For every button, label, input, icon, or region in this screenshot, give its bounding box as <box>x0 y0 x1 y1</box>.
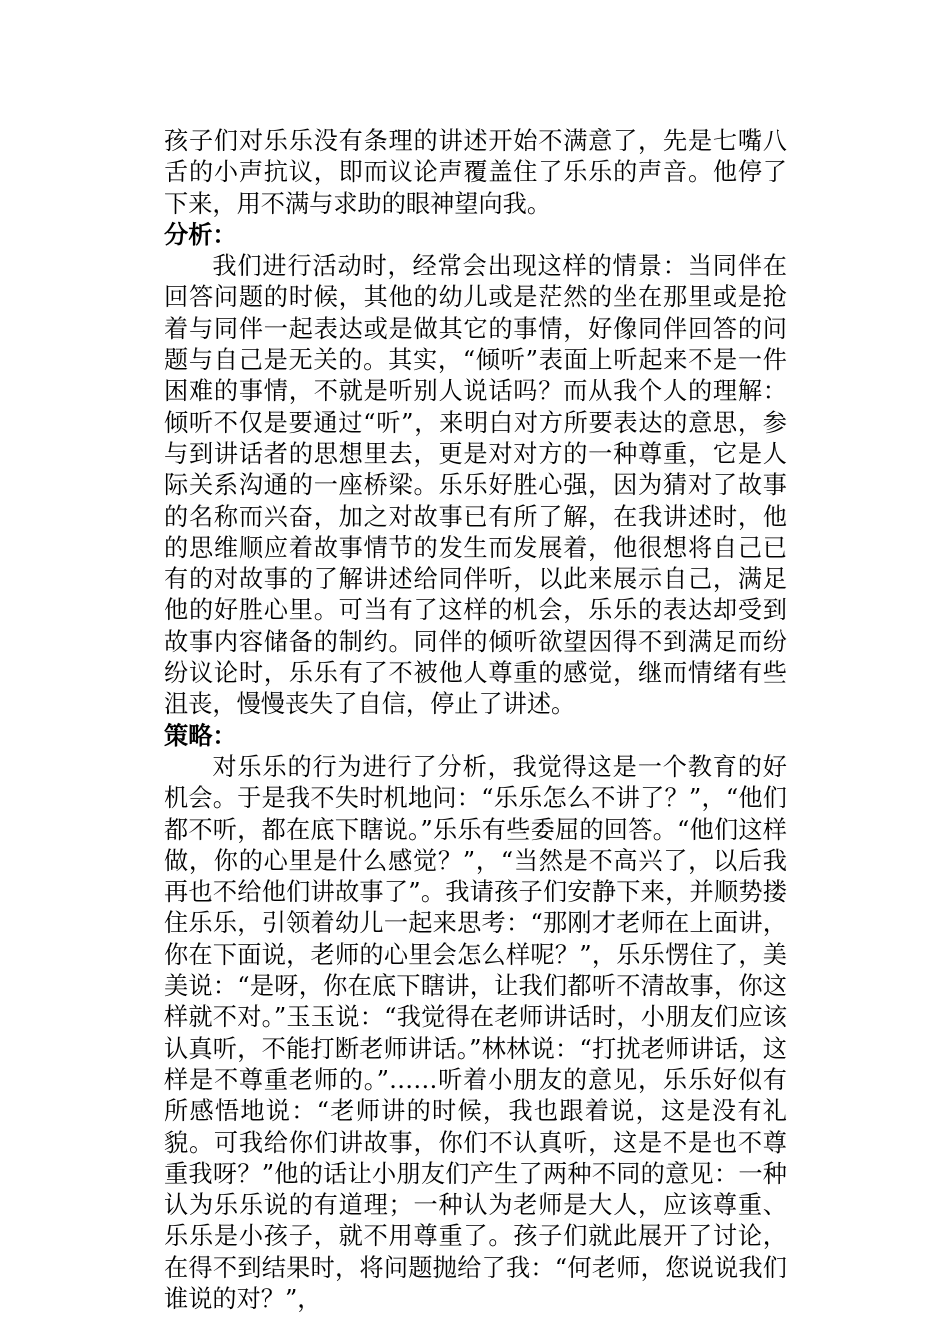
strategy-heading: 策略： <box>164 721 237 750</box>
strategy-paragraph: 对乐乐的行为进行了分析，我觉得这是一个教育的好机会。于是我不失时机地问：“乐乐怎么不讲了？”，“他们都不听，都在底下瞎说。”乐乐有些委屈的回答。“他们这样做，你的心里是什么感觉？”，“当然是不高兴了，以后我再也不给他们讲故事了”。我请孩子们安静下来，并顺势搂住乐乐，引领着幼儿一起来思考：“那刚才老师在上面讲，你在下面说，老师的心里会怎么样呢？”，乐乐愣住了，美美说：“是呀，你在底下瞎讲，让我们都听不清故事，你这样就不对。”玉玉说：“我觉得在老师讲话时，小朋友们应该认真听，不能打断老师讲话。”林林说：“打扰老师讲话，这样是不尊重老师的。”……听着小朋友的意见，乐乐好似有所感悟地说：“老师讲的时候，我也跟着说，这是没有礼貌。可我给你们讲故事，你们不认真听，这是不是也不尊重我呀？”他的话让小朋友们产生了两种不同的意见：一种认为乐乐说的有道理；一种认为老师是大人，应该尊重、乐乐是小孩子，就不用尊重了。孩子们就此展开了讨论，在得不到结果时，将问题抛给了我：“何老师，您说说我们谁说的对？”， <box>164 752 787 1313</box>
intro-paragraph: 孩子们对乐乐没有条理的讲述开始不满意了，先是七嘴八舌的小声抗议，即而议论声覆盖住了乐乐的声音。他停了下来，用不满与求助的眼神望向我。 <box>164 127 787 218</box>
document-page <box>164 126 787 1315</box>
analysis-heading: 分析： <box>164 220 237 249</box>
analysis-paragraph: 我们进行活动时，经常会出现这样的情景：当同伴在回答问题的时候，其他的幼儿或是茫然的坐在那里或是抢着与同伴一起表达或是做其它的事情，好像同伴回答的问题与自己是无关的。其实，“倾听”表面上听起来不是一件困难的事情，不就是听别人说话吗？而从我个人的理解：倾听不仅是要通过“听”，来明白对方所要表达的意思，参与到讲话者的思想里去，更是对对方的一种尊重，它是人际关系沟通的一座桥梁。乐乐好胜心强，因为猜对了故事的名称而兴奋，加之对故事已有所了解，在我讲述时，他的思维顺应着故事情节的发生而发展着，他很想将自己已有的对故事的了解讲述给同伴听，以此来展示自己，满足他的好胜心里。可当有了这样的机会，乐乐的表达却受到故事内容储备的制约。同伴的倾听欲望因得不到满足而纷纷议论时，乐乐有了不被他人尊重的感觉，继而情绪有些沮丧，慢慢丧失了自信，停止了讲述。 <box>164 252 787 719</box>
